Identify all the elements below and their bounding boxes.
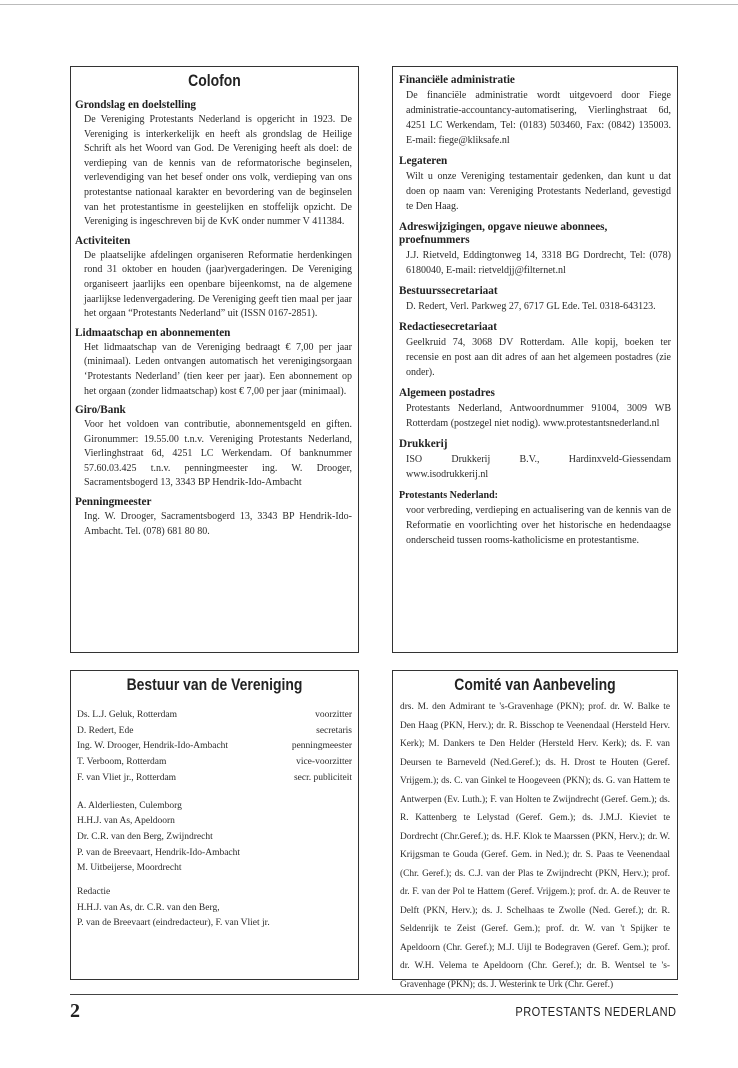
officer-row (77, 771, 352, 787)
officer-row (77, 724, 352, 740)
officers-list (77, 708, 352, 787)
comite-title: Comité van Aanbeveling (454, 675, 616, 694)
redactie-item: H.H.J. van As, dr. C.R. van den Berg, (77, 902, 220, 913)
info-box (392, 66, 678, 653)
section-text: Wilt u onze Vereniging testamentair gedenken, dan kunt u dat doen op naam van: Vereniging Protestants Nederland, gevestigd te Den Haag. (406, 171, 671, 212)
colofon-section-activiteiten (77, 235, 352, 322)
bestuur-box (70, 670, 359, 980)
redactie-label: Redactie (77, 887, 111, 898)
info-section-redactiesecretariaat (399, 321, 671, 380)
redactie-item: P. van de Breevaart (eindredacteur), F. van Vliet jr. (77, 918, 270, 929)
page-number: 2 (70, 1000, 80, 1022)
top-divider (0, 4, 738, 5)
section-text: Protestants Nederland, Antwoordnummer 91004, 3009 WB Rotterdam (postzegel niet nodig). www.protestantsnederland.nl (406, 403, 671, 429)
section-heading: Drukkerij (399, 438, 448, 450)
section-heading: Protestants Nederland: (399, 490, 498, 501)
footer-divider (70, 994, 678, 995)
officer-row (77, 739, 352, 755)
section-heading: Penningmeester (75, 496, 152, 509)
comite-box (392, 670, 678, 990)
section-text: Voor het voldoen van contributie, abonnementsgeld en giften. Gironummer: 19.55.00 t.n.v. Vereniging Protestants Nederland, Vierlinghstraat 6d, 4251 LC Werkendam. Of banknummer 57.60.03.425 t.n.v. penningmeester ing. W. Drooger, Sacramentsbogerd 13, 3343 BP Hendrik-Ido-Ambacht (84, 419, 352, 489)
section-heading: Adreswijzigingen, opgave nieuwe abonnees, proefnummers (399, 221, 608, 246)
colofon-section-giro (77, 404, 352, 491)
colofon-section-lidmaatschap (77, 327, 352, 399)
magazine-name: PROTESTANTS NEDERLAND (515, 1004, 676, 1019)
officer-row (77, 708, 352, 724)
section-text: De Vereniging Protestants Nederland is opgericht in 1923. De Vereniging is interkerkelijk en heeft als grondslag de Heilige Schrift als het Woord van God. De Vereniging heeft als doel: de verdieping van de kennis van de reformatorische beginselen, verlevendiging van het besef onder ons volk, verdieping van ons protestantse nationaal karakter en bevordering van de beginselen van het protestantisme in geestelijken en stoffelijk opzicht. De Vereniging is ingeschreven bij de KvK onder nummer V 411384. (84, 114, 352, 228)
info-section-mission (399, 489, 671, 548)
officer-name: Ing. W. Drooger, Hendrik-Ido-Ambacht (77, 741, 229, 752)
officer-role: voorzitter (315, 710, 352, 720)
officer-role: secretaris (316, 725, 352, 736)
section-heading: Lidmaatschap en abonnementen (75, 326, 231, 339)
officer-name: D. Redert, Ede (77, 725, 134, 736)
section-heading: Algemeen postadres (399, 387, 495, 399)
section-heading: Giro/Bank (75, 404, 126, 417)
member-item: H.H.J. van As, Apeldoorn (77, 816, 175, 827)
officer-role: penningmeester (291, 741, 352, 752)
redactie-list (77, 885, 352, 932)
officer-name: F. van Vliet jr., Rotterdam (77, 772, 177, 783)
members-list (77, 799, 352, 878)
info-section-drukkerij (399, 438, 671, 482)
section-text: De financiële administratie wordt uitgevoerd door Fiege administratie-accountancy-automatisering, Vierlinghstraat 6d, 4251 LC Werkendam, Tel: (0183) 503460, Fax: (0842) 135003. E-mail: fiege@kliksafe.nl (406, 90, 671, 146)
member-item: A. Alderliesten, Culemborg (77, 800, 182, 811)
officer-name: T. Verboom, Rotterdam (77, 757, 167, 768)
section-heading: Legateren (399, 155, 448, 167)
colofon-title: Colofon (188, 71, 241, 90)
section-heading: Redactiesecretariaat (399, 321, 497, 333)
section-text: ISO Drukkerij B.V., Hardinxveld-Giessendam www.isodrukkerij.nl (406, 454, 671, 480)
section-text: Ing. W. Drooger, Sacramentsbogerd 13, 3343 BP Hendrik-Ido-Ambacht. Tel. (078) 681 80 80. (84, 511, 352, 537)
info-section-bestuurssecretariaat (399, 285, 671, 314)
member-item: M. Uitbeijerse, Moordrecht (77, 863, 182, 874)
section-text: D. Redert, Verl. Parkweg 27, 6717 GL Ede. Tel. 0318-643123. (406, 301, 656, 312)
officer-role: secr. publiciteit (293, 772, 352, 783)
colofon-section-grondslag (77, 99, 352, 230)
section-text: J.J. Rietveld, Eddingtonweg 14, 3318 BG Dordrecht, Tel: (078) 6180040, E-mail: rietveldjj@filternet.nl (406, 250, 671, 276)
member-item: Dr. C.R. van den Berg, Zwijndrecht (77, 831, 213, 842)
section-heading: Financiële administratie (399, 74, 515, 86)
section-text: Geelkruid 74, 3068 DV Rotterdam. Alle kopij, boeken ter recensie en post aan dit adres of aan het algemeen postadres (zie onder). (406, 337, 671, 378)
bestuur-title: Bestuur van de Vereniging (126, 675, 303, 694)
officer-role: vice-voorzitter (296, 757, 352, 768)
officer-name: Ds. L.J. Geluk, Rotterdam (77, 710, 178, 720)
info-section-adreswijzigingen (399, 221, 671, 278)
colofon-box (70, 66, 359, 653)
section-heading: Bestuurssecretariaat (399, 285, 498, 297)
section-heading: Activiteiten (75, 234, 131, 247)
comite-text: drs. M. den Admirant te 's-Gravenhage (PKN); prof. dr. W. Balke te Den Haag (PKN, Herv.); dr. R. Bisschop te Veenendaal (Hersteld Herv. Kerk); M. Dankers te Den Helder (Hersteld Herv. Kerk); ds. F. van Deursen te Barneveld (Ned.Geref.); ds. H. Drost te Houten (Geref. Vrijgem.); ds. C. van Ginkel te Hoogeveen (PKN); ds. G. van Hattem te Antwerpen (Ev. Luth.); F. van Holten te Zwijndrecht (Geref. Gem.); ds. R. Kattenberg te Lelystad (Geref. Gem.); ds. J.M.J. Kieviet te Dordrecht (Chr.Geref.); ds. H.F. Klok te Maarssen (PKN, Herv.); dr. W. Krijgsman te Gouda (Geref. Gem. in Ned.); dr. S. Paas te Veenendaal (Chr. Geref.); ds. C.J. van der Plas te Zwijndrecht (PKN, Herv.); prof. dr. F. van der Pol te Hattem (Geref. Vrijgem.); prof. dr. A. de Reuver te Delft (PKN, Herv.); ds. J. Schelhaas te Zwolle (Ned. Geref.); dr. R. Seldenrijk te Zeist (Geref. Gem.); prof. dr. W. van 't Spijker te Apeldoorn (Chr. Geref.); M.J. Uijl te Bodegraven (Geref. Gem.); prof. dr. W.H. Velema te Apeldoorn (Chr. Geref.); dr. B. Wentsel te 's-Gravenhage (PKN); ds. J. Westerink te Urk (Chr. Geref.) (400, 702, 670, 990)
officer-row (77, 755, 352, 771)
info-section-legateren (399, 155, 671, 214)
section-text: voor verbreding, verdieping en actualisering van de kennis van de Reformatie en voorlichting over het historische en hedendaagse onderscheid tussen rooms-katholicisme en protestantisme. (406, 505, 671, 546)
section-text: De plaatselijke afdelingen organiseren Reformatie herdenkingen rond 31 oktober en houden (jaar)vergaderingen. De Vereniging organiseert jaarlijks een openbare bijeenkomst, na de algemene jaarlijkse ledenvergadering. De Vereniging geeft tien maal per jaar het orgaan “Protestants Nederland” uit (ISSN 0167-2851). (84, 249, 352, 320)
info-section-financieel (399, 74, 671, 148)
member-item: P. van de Breevaart, Hendrik-Ido-Ambacht (77, 847, 241, 858)
info-section-postadres (399, 387, 671, 431)
section-text: Het lidmaatschap van de Vereniging bedraagt € 7,00 per jaar (minimaal). Leden ontvangen automatisch het verenigingsorgaan ‘Protestants Nederland’ (tien keer per jaar). Een abonnement op het orgaan (zonder lidmaatschap) kost € 7,00 per jaar (minimaal). (84, 341, 352, 397)
colofon-section-penningmeester (77, 496, 352, 539)
section-heading: Grondslag en doelstelling (75, 99, 197, 111)
